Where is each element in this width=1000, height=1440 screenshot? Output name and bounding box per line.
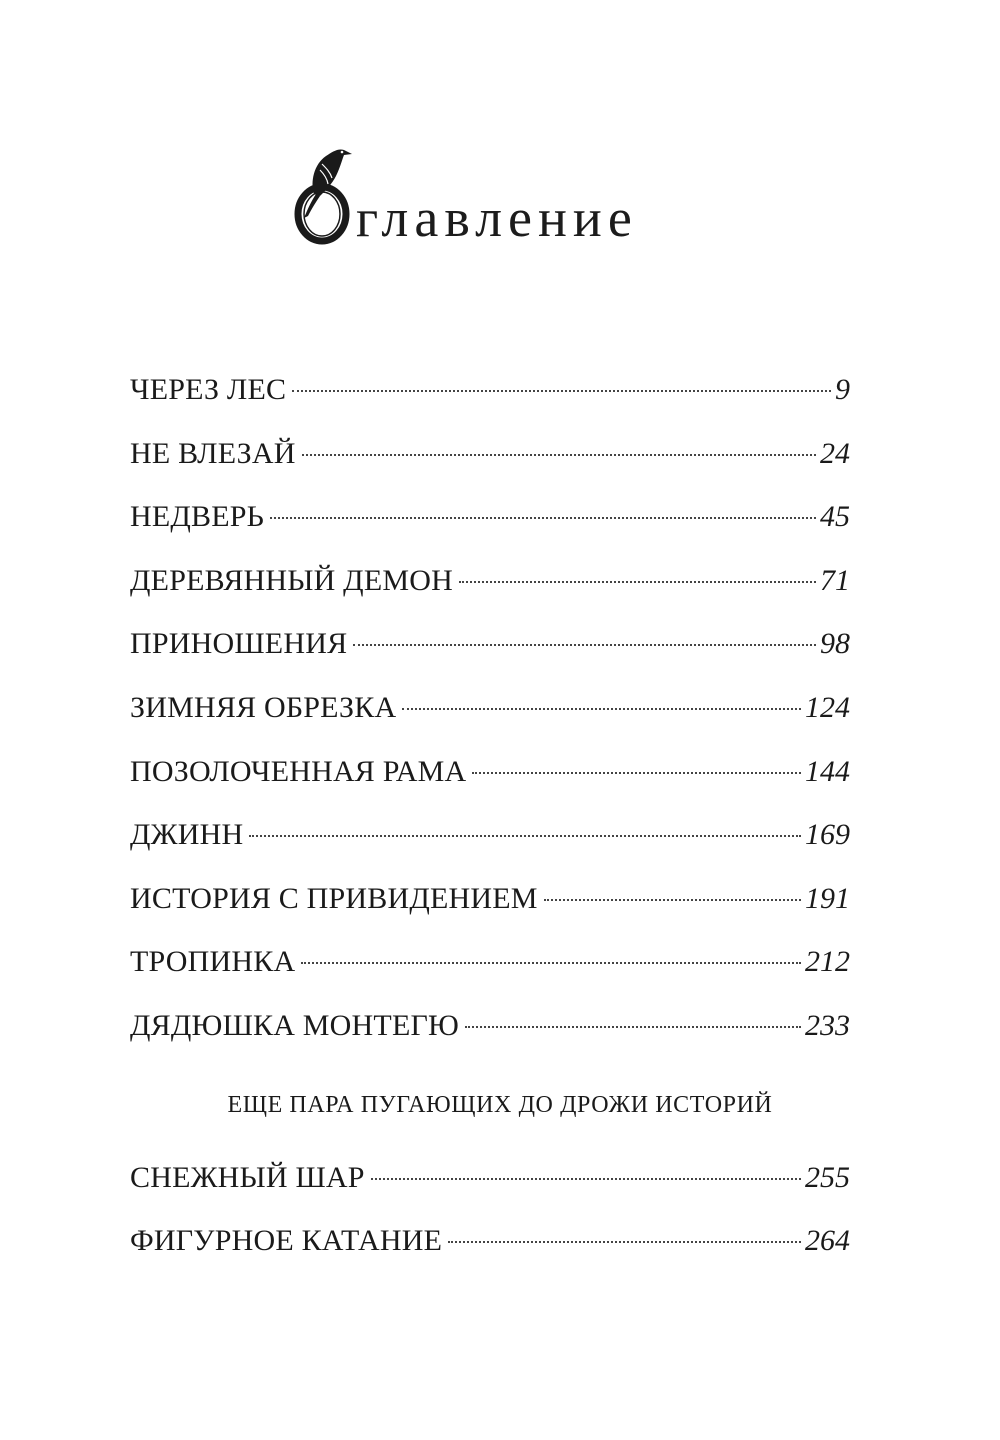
toc-entry-page: 124: [805, 691, 850, 724]
toc-entry[interactable]: [130, 624, 850, 664]
toc-entry-page: 191: [805, 881, 850, 915]
toc-entry-page: 144: [805, 754, 850, 788]
ornamental-initial-o: [292, 138, 356, 246]
toc-entry-title: СНЕЖНЫЙ ШАР: [130, 1161, 365, 1194]
toc-entry-title: НЕ ВЛЕЗАЙ: [130, 436, 296, 470]
toc-entry[interactable]: [130, 434, 850, 474]
toc-entry[interactable]: [130, 688, 850, 728]
toc-entry-page: 9: [835, 373, 850, 406]
toc-entry-title: ИСТОРИЯ С ПРИВИДЕНИЕМ: [130, 881, 538, 915]
dot-leader: [465, 1026, 801, 1028]
dot-leader: [249, 835, 801, 837]
section-heading: ЕЩЕ ПАРА ПУГАЮЩИХ ДО ДРОЖИ ИСТОРИЙ: [227, 1092, 773, 1118]
dot-leader: [402, 708, 801, 710]
toc-entry-page: 71: [820, 563, 850, 597]
toc-entry[interactable]: [130, 1158, 850, 1198]
toc-entry[interactable]: [130, 497, 850, 537]
toc-entry-title: ПОЗОЛОЧЕННАЯ РАМА: [130, 754, 467, 788]
toc-entry-page: 45: [820, 500, 850, 534]
toc-entry-title: ПРИНОШЕНИЯ: [130, 627, 348, 661]
toc-entry-page: 212: [805, 945, 850, 979]
toc-entry[interactable]: [130, 1221, 850, 1261]
dot-leader: [270, 517, 816, 519]
toc-entry[interactable]: [130, 561, 850, 601]
toc-entry-title: ДЯДЮШКА МОНТЕГЮ: [130, 1009, 460, 1042]
dot-leader: [544, 899, 801, 901]
toc-entry[interactable]: [130, 752, 850, 792]
toc-entry[interactable]: [130, 370, 850, 410]
dot-leader: [353, 644, 816, 646]
toc-entry-page: 255: [805, 1161, 850, 1194]
toc-entry-page: 169: [805, 818, 850, 852]
dot-leader: [301, 962, 801, 964]
dot-leader: [459, 581, 816, 583]
toc-entry[interactable]: [130, 1006, 850, 1046]
toc-entry-title: ЧЕРЕЗ ЛЕС: [130, 373, 287, 406]
toc-entry[interactable]: [130, 879, 850, 919]
toc-entry-title: ЗИМНЯЯ ОБРЕЗКА: [130, 691, 397, 724]
toc-entry-page: 233: [805, 1009, 850, 1042]
dot-leader: [292, 390, 831, 392]
toc-entry-title: ФИГУРНОЕ КАТАНИЕ: [130, 1224, 443, 1257]
dot-leader: [371, 1178, 801, 1180]
toc-entry[interactable]: [130, 815, 850, 855]
toc-entry[interactable]: [130, 942, 850, 982]
dot-leader: [448, 1241, 801, 1243]
dot-leader: [302, 454, 816, 456]
toc-entry-title: НЕДВЕРЬ: [130, 500, 265, 534]
dot-leader: [472, 772, 801, 774]
toc-entry-page: 24: [820, 436, 850, 470]
toc-entry-title: ТРОПИНКА: [130, 945, 296, 979]
toc-entry-page: 98: [820, 627, 850, 661]
title-text: главление: [356, 188, 638, 248]
toc-entry-title: ДЕРЕВЯННЫЙ ДЕМОН: [130, 563, 453, 597]
toc-entry-page: 264: [805, 1224, 850, 1257]
toc-entry-title: ДЖИНН: [130, 818, 244, 852]
